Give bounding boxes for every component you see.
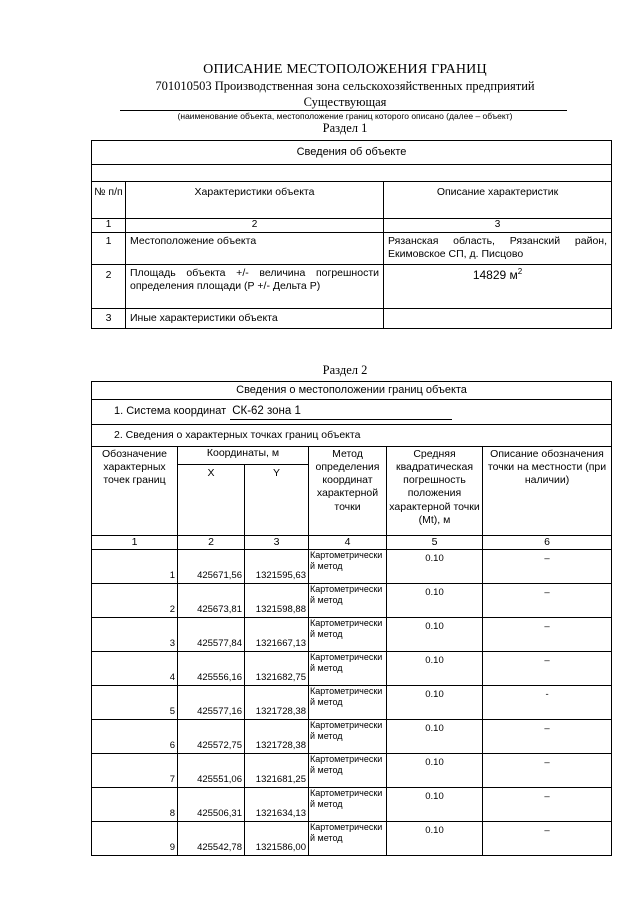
- points-info-label: 2. Сведения о характерных точках границ объекта: [92, 425, 612, 447]
- method: Картометрический метод: [309, 822, 387, 856]
- mt-value: 0.10: [387, 720, 483, 754]
- boundary-points-table: [91, 381, 612, 856]
- table-row: [92, 720, 612, 754]
- col-header-point: Обозначение характерных точек границ: [92, 447, 178, 536]
- coord-system-row: [92, 400, 612, 425]
- empty-row: [92, 165, 612, 182]
- mt-value: 0.10: [387, 584, 483, 618]
- col-header-characteristics: Характеристики объекта: [126, 182, 384, 219]
- document-title: ОПИСАНИЕ МЕСТОПОЛОЖЕНИЯ ГРАНИЦ: [203, 62, 487, 77]
- mt-value: 0.10: [387, 754, 483, 788]
- col-header-coordinates: Координаты, м: [178, 447, 309, 465]
- table-row: [92, 265, 612, 309]
- mt-value: 0.10: [387, 652, 483, 686]
- coord-x: 425551,06: [178, 754, 245, 788]
- row-characteristic: Иные характеристики объекта: [126, 309, 384, 329]
- col-number-5: 5: [387, 536, 483, 550]
- coord-system-label: 1. Система координат: [114, 405, 227, 418]
- row-number: 2: [92, 265, 126, 309]
- method: Картометрический метод: [309, 652, 387, 686]
- row-description: Рязанская область, Рязанский район, Екимовское СП, д. Писцово: [384, 233, 612, 265]
- point-id: 8: [92, 788, 178, 822]
- col-header-number: № п/п: [92, 182, 126, 219]
- point-id: 2: [92, 584, 178, 618]
- point-description: –: [483, 584, 612, 618]
- boundary-info-title: Сведения о местоположении границ объекта: [92, 382, 612, 400]
- table-row: [92, 686, 612, 720]
- coord-x: 425577,84: [178, 618, 245, 652]
- method: Картометрический метод: [309, 550, 387, 584]
- point-description: –: [483, 652, 612, 686]
- col-number-3: 3: [245, 536, 309, 550]
- table-row: [92, 309, 612, 329]
- method: Картометрический метод: [309, 788, 387, 822]
- area-number: 14829 м: [472, 268, 518, 282]
- col-number-1: 1: [92, 219, 126, 233]
- coord-y: 1321667,13: [245, 618, 309, 652]
- table-row: [92, 652, 612, 686]
- col-number-2: 2: [126, 219, 384, 233]
- point-description: –: [483, 754, 612, 788]
- col-number-4: 4: [309, 536, 387, 550]
- table-row: [92, 788, 612, 822]
- table-row: [92, 233, 612, 265]
- method: Картометрический метод: [309, 584, 387, 618]
- area-unit-exponent: 2: [517, 267, 523, 276]
- table-row: [92, 618, 612, 652]
- col-number-1: 1: [92, 536, 178, 550]
- coord-x: 425577,16: [178, 686, 245, 720]
- col-number-2: 2: [178, 536, 245, 550]
- mt-value: 0.10: [387, 686, 483, 720]
- coord-y: 1321598,88: [245, 584, 309, 618]
- coord-x: 425673,81: [178, 584, 245, 618]
- object-note: (наименование объекта, местоположение границ которого описано (далее – объект): [177, 111, 513, 121]
- object-info-table: [91, 140, 612, 329]
- section-1-heading: Раздел 1: [322, 121, 368, 135]
- col-number-3: 3: [384, 219, 612, 233]
- coord-y: 1321586,00: [245, 822, 309, 856]
- mt-value: 0.10: [387, 618, 483, 652]
- method: Картометрический метод: [309, 720, 387, 754]
- mt-value: 0.10: [387, 550, 483, 584]
- row-number: 1: [92, 233, 126, 265]
- zone-subtitle: 701010503 Производственная зона сельскохозяйственных предприятий: [155, 79, 535, 93]
- row-description: [384, 309, 612, 329]
- point-description: –: [483, 720, 612, 754]
- point-id: 1: [92, 550, 178, 584]
- col-header-mt: Средняя квадратическая погрешность положения характерной точки (Mt), м: [387, 447, 483, 536]
- point-description: –: [483, 822, 612, 856]
- table-row: [92, 822, 612, 856]
- object-info-title: Сведения об объекте: [92, 141, 612, 165]
- coord-x: 425506,31: [178, 788, 245, 822]
- method: Картометрический метод: [309, 686, 387, 720]
- point-description: –: [483, 618, 612, 652]
- col-number-6: 6: [483, 536, 612, 550]
- mt-value: 0.10: [387, 822, 483, 856]
- coord-system-value: СК-62 зона 1: [230, 404, 452, 419]
- method: Картометрический метод: [309, 618, 387, 652]
- coord-y: 1321682,75: [245, 652, 309, 686]
- col-header-description: Описание характеристик: [384, 182, 612, 219]
- col-header-x: X: [178, 465, 245, 536]
- coord-y: 1321681,25: [245, 754, 309, 788]
- method: Картометрический метод: [309, 754, 387, 788]
- row-number: 3: [92, 309, 126, 329]
- row-characteristic: Площадь объекта +/- величина погрешности определения площади (Р +/- Дельта Р): [126, 265, 384, 309]
- point-id: 5: [92, 686, 178, 720]
- col-header-point-description: Описание обозначения точки на местности (при наличии): [483, 447, 612, 536]
- point-id: 4: [92, 652, 178, 686]
- point-description: –: [483, 788, 612, 822]
- object-status: Существующая: [303, 95, 387, 109]
- coord-y: 1321595,63: [245, 550, 309, 584]
- table-row: [92, 550, 612, 584]
- point-id: 6: [92, 720, 178, 754]
- point-id: 3: [92, 618, 178, 652]
- area-value: [384, 265, 612, 309]
- coord-x: 425671,56: [178, 550, 245, 584]
- col-header-y: Y: [245, 465, 309, 536]
- table-row: [92, 754, 612, 788]
- point-id: 7: [92, 754, 178, 788]
- section-2-heading: Раздел 2: [322, 363, 368, 377]
- point-description: –: [483, 550, 612, 584]
- point-description: -: [483, 686, 612, 720]
- point-id: 9: [92, 822, 178, 856]
- mt-value: 0.10: [387, 788, 483, 822]
- coord-y: 1321634,13: [245, 788, 309, 822]
- coord-y: 1321728,38: [245, 720, 309, 754]
- coord-x: 425572,75: [178, 720, 245, 754]
- coord-y: 1321728,38: [245, 686, 309, 720]
- row-characteristic: Местоположение объекта: [126, 233, 384, 265]
- coord-x: 425556,16: [178, 652, 245, 686]
- coord-x: 425542,78: [178, 822, 245, 856]
- col-header-method: Метод определения координат характерной точки: [309, 447, 387, 536]
- table-row: [92, 584, 612, 618]
